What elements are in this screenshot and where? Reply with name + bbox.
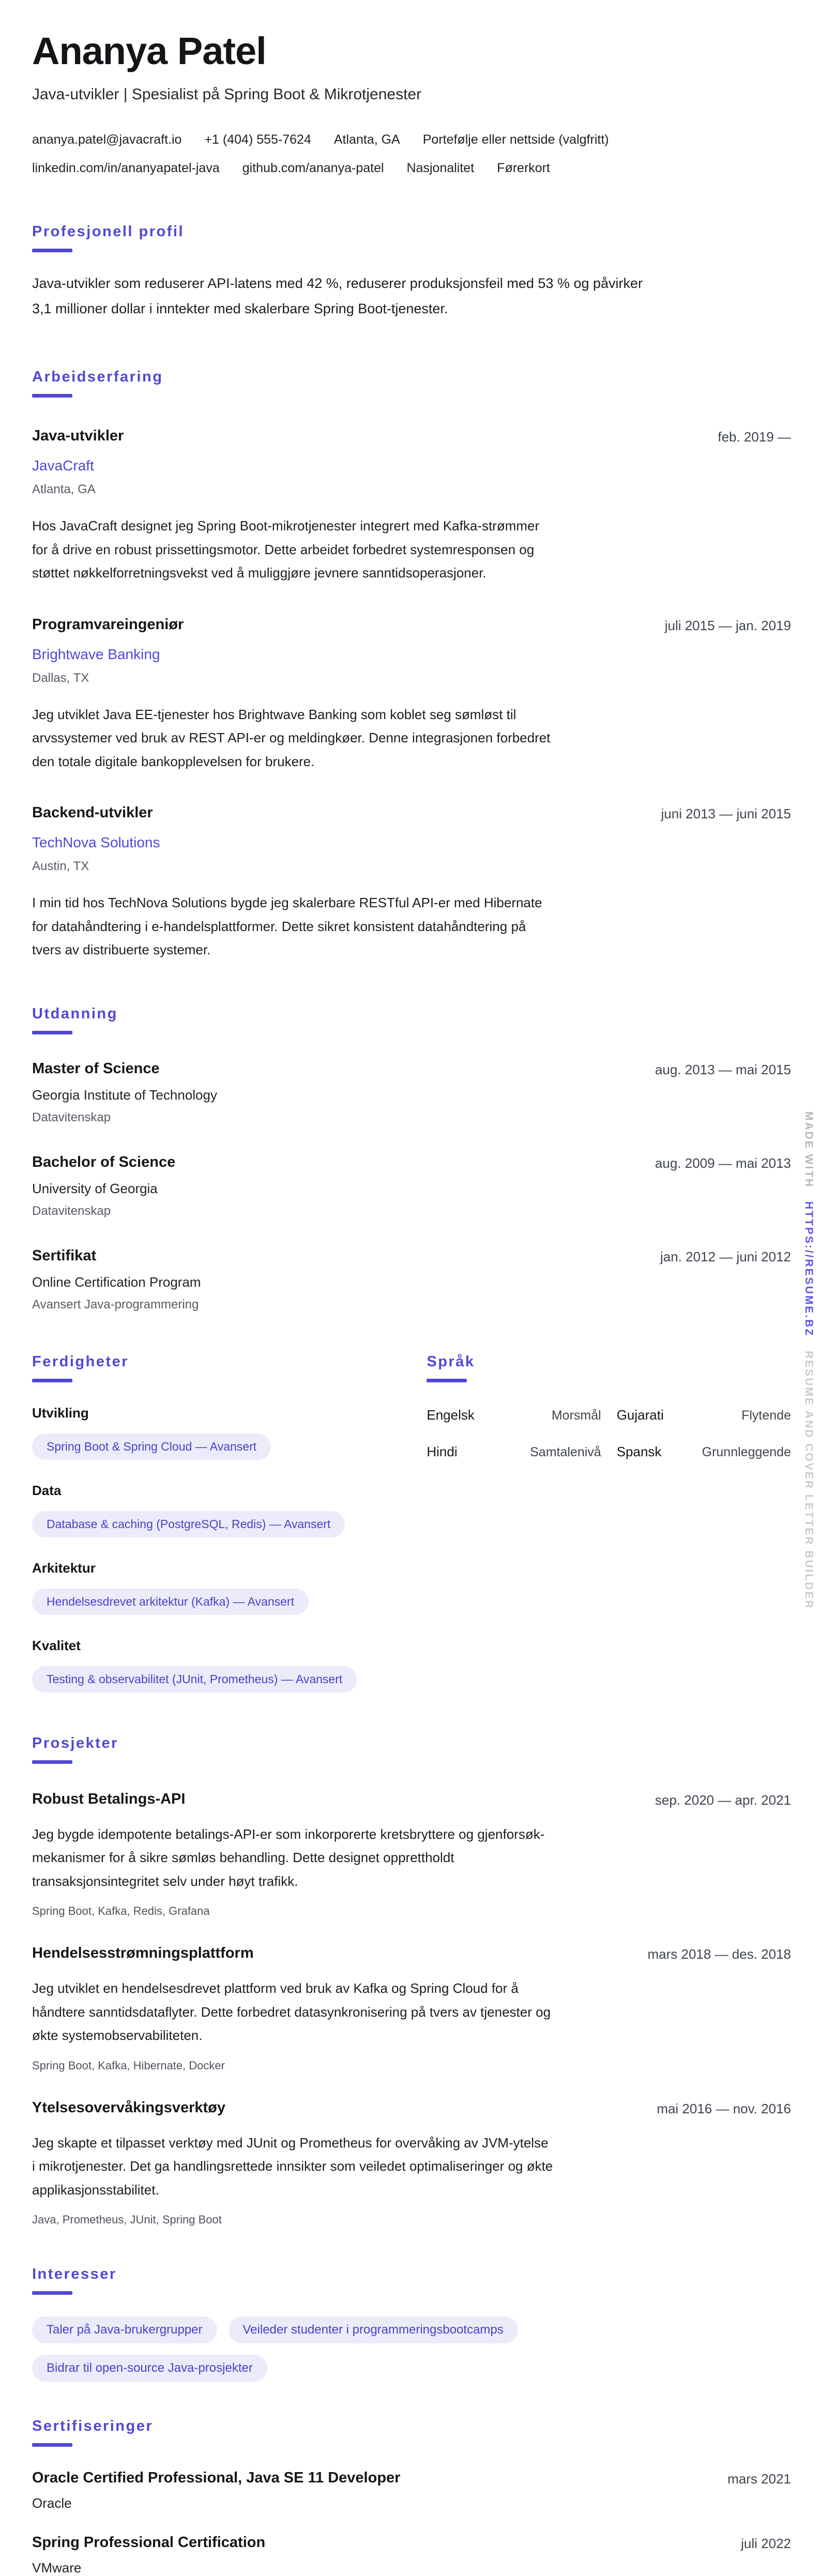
job-title: Programvareingeniør bbox=[32, 616, 184, 633]
project-title: Hendelsesstrømningsplattform bbox=[32, 1945, 254, 1962]
contact-phone: +1 (404) 555-7624 bbox=[204, 132, 311, 147]
watermark-made-with: MADE WITH bbox=[803, 1111, 815, 1188]
section-rule bbox=[32, 2443, 72, 2447]
skill-category: Arkitektur bbox=[32, 1560, 96, 1576]
education-school: University of Georgia bbox=[32, 1180, 158, 1196]
project-entry bbox=[32, 2099, 791, 2227]
section-projects bbox=[32, 1735, 791, 2227]
contact-portfolio-placeholder: Portefølje eller nettside (valgfritt) bbox=[422, 132, 609, 147]
section-rule bbox=[32, 1760, 72, 1764]
education-degree: Bachelor of Science bbox=[32, 1153, 176, 1170]
contact-github: github.com/ananya-patel bbox=[242, 161, 384, 175]
education-school: Georgia Institute of Technology bbox=[32, 1087, 217, 1103]
skill-badge: Testing & observabilitet (JUnit, Prometheus) — Avansert bbox=[32, 1666, 357, 1693]
education-entry-head bbox=[32, 1247, 791, 1265]
language-name: Gujarati bbox=[616, 1407, 664, 1423]
project-description: Jeg skapte et tilpasset verktøy med JUnit og Prometheus for overvåking av JVM-ytelse i mikrotjenester. Det ga handlingsrettede innsikter som veiledet optimaliseringer og økte applikasjonsstabilitet. bbox=[32, 2135, 553, 2198]
certification-issuer: Oracle bbox=[32, 2495, 72, 2511]
job-company-link[interactable]: TechNova Solutions bbox=[32, 834, 160, 851]
job-location: Austin, TX bbox=[32, 859, 89, 874]
project-description: Jeg utviklet en hendelsesdrevet plattform ved bruk av Kafka og Spring Cloud for å håndtere sanntidsdataflyter. Dette forbedret datasynkronisering på tvers av tjenester og økte systemobservabiliteten. bbox=[32, 1980, 551, 2044]
skill-badge: Database & caching (PostgreSQL, Redis) — Avansert bbox=[32, 1511, 345, 1537]
section-certifications bbox=[32, 2418, 791, 2576]
education-section-title: Utdanning bbox=[32, 1005, 118, 1022]
languages-section-title: Språk bbox=[427, 1353, 475, 1370]
job-title: Java-utvikler bbox=[32, 428, 124, 445]
certification-issuer: VMware bbox=[32, 2560, 82, 2576]
project-dates: mai 2016 — nov. 2016 bbox=[657, 2100, 791, 2116]
contact-row-1 bbox=[32, 132, 791, 147]
interest-pills bbox=[32, 2316, 580, 2382]
interest-badge: Veileder studenter i programmeringsbootcamps bbox=[229, 2316, 518, 2343]
language-item bbox=[617, 1444, 791, 1460]
project-stack: Spring Boot, Kafka, Redis, Grafana bbox=[32, 1904, 210, 1918]
certifications-section-title: Sertifiseringer bbox=[32, 2418, 154, 2435]
job-dates: feb. 2019 — bbox=[718, 429, 791, 445]
profile-summary: Java-utvikler som reduserer API-latens med 42 %, reduserer produksjonsfeil med 53 % og påvirker 3,1 millioner dollar i inntekter med skalerbare Spring Boot-tjenester. bbox=[32, 276, 643, 316]
certification-entry-head bbox=[32, 2534, 791, 2552]
education-entry bbox=[32, 1247, 791, 1312]
section-profile bbox=[32, 223, 791, 321]
certification-entry-head bbox=[32, 2470, 791, 2487]
projects-section-title: Prosjekter bbox=[32, 1734, 118, 1751]
contact-linkedin: linkedin.com/in/ananyapatel-java bbox=[32, 161, 220, 175]
language-name: Engelsk bbox=[427, 1407, 475, 1423]
job-entry bbox=[32, 616, 791, 774]
project-stack: Java, Prometheus, JUnit, Spring Boot bbox=[32, 2213, 222, 2227]
job-entry bbox=[32, 428, 791, 585]
education-entry bbox=[32, 1154, 791, 1218]
experience-section-title: Arbeidserfaring bbox=[32, 369, 163, 386]
language-grid bbox=[427, 1407, 791, 1460]
job-description: Jeg utviklet Java EE-tjenester hos Brightwave Banking som koblet seg sømløst til arvssystemer ved bruk av REST API-er og meldingkøer. Denne integrasjonen forbedret den totale digitale bankopplevelsen for brukere. bbox=[32, 706, 551, 769]
contact-row-2 bbox=[32, 161, 791, 176]
interest-badge: Bidrar til open-source Java-prosjekter bbox=[32, 2355, 267, 2382]
job-entry bbox=[32, 804, 791, 962]
certification-entry bbox=[32, 2470, 791, 2511]
certification-title: Oracle Certified Professional, Java SE 11 Developer bbox=[32, 2470, 401, 2487]
language-item bbox=[427, 1407, 601, 1423]
education-entry-head bbox=[32, 1154, 791, 1171]
skill-badge: Hendelsesdrevet arkitektur (Kafka) — Avansert bbox=[32, 1589, 309, 1615]
project-description: Jeg bygde idempotente betalings-API-er som inkorporerte kretsbryttere og gjenforsøk-mekanismer for å sikre sømløs behandling. Dette designet opprettholdt transaksjonsintegritet selv under høyt trafikk. bbox=[32, 1826, 545, 1889]
education-field: Avansert Java-programmering bbox=[32, 1297, 199, 1312]
section-languages bbox=[427, 1353, 791, 1693]
section-skills bbox=[32, 1353, 389, 1693]
language-level: Grunnleggende bbox=[702, 1444, 791, 1459]
language-name: Spansk bbox=[616, 1443, 662, 1459]
job-entry-head bbox=[32, 616, 791, 634]
section-experience bbox=[32, 369, 791, 962]
education-school: Online Certification Program bbox=[32, 1274, 201, 1290]
job-location: Atlanta, GA bbox=[32, 482, 96, 497]
education-entry bbox=[32, 1060, 791, 1125]
language-level: Morsmål bbox=[551, 1408, 601, 1423]
education-dates: aug. 2009 — mai 2013 bbox=[655, 1155, 791, 1171]
contact-email: ananya.patel@javacraft.io bbox=[32, 132, 182, 147]
contact-driving-license-placeholder: Førerkort bbox=[497, 161, 550, 175]
section-education bbox=[32, 1005, 791, 1312]
education-entry-head bbox=[32, 1060, 791, 1078]
project-title: Robust Betalings-API bbox=[32, 1790, 186, 1807]
project-dates: mars 2018 — des. 2018 bbox=[647, 1946, 791, 1962]
project-dates: sep. 2020 — apr. 2021 bbox=[655, 1792, 791, 1808]
section-rule bbox=[32, 249, 72, 252]
resume-header bbox=[32, 29, 791, 176]
builder-watermark bbox=[802, 1111, 815, 1609]
skill-category: Kvalitet bbox=[32, 1637, 81, 1653]
project-entry bbox=[32, 1945, 791, 2072]
job-title: Backend-utvikler bbox=[32, 804, 153, 821]
job-description: Hos JavaCraft designet jeg Spring Boot-mikrotjenester integrert med Kafka-strømmer for å drive en robust prissettingsmotor. Dette arbeidet forbedret systemresponsen og støttet nøkkelforretningsvekst ved å muliggjøre jevnere sanntidsoperasjoner. bbox=[32, 518, 540, 581]
language-level: Samtalenivå bbox=[530, 1444, 601, 1459]
skill-badge: Spring Boot & Spring Cloud — Avansert bbox=[32, 1434, 271, 1460]
job-dates: juli 2015 — jan. 2019 bbox=[664, 617, 791, 633]
interest-badge: Taler på Java-brukergrupper bbox=[32, 2316, 217, 2343]
skills-languages-row bbox=[32, 1353, 791, 1693]
job-company-link[interactable]: Brightwave Banking bbox=[32, 646, 160, 662]
candidate-name: Ananya Patel bbox=[32, 29, 266, 72]
interests-section-title: Interesser bbox=[32, 2266, 117, 2283]
education-dates: aug. 2013 — mai 2015 bbox=[655, 1061, 791, 1077]
project-entry bbox=[32, 1791, 791, 1918]
education-field: Datavitenskap bbox=[32, 1203, 111, 1218]
project-entry-head bbox=[32, 1945, 791, 1962]
certification-entry bbox=[32, 2534, 791, 2576]
section-rule bbox=[32, 1031, 72, 1034]
job-entry-head bbox=[32, 428, 791, 445]
section-rule bbox=[32, 394, 72, 398]
education-degree: Sertifikat bbox=[32, 1247, 97, 1264]
candidate-headline: Java-utvikler | Spesialist på Spring Boot & Mikrotjenester bbox=[32, 86, 422, 103]
watermark-url-link[interactable]: HTTPS://RESUME.BZ bbox=[803, 1201, 815, 1337]
certification-date: juli 2022 bbox=[741, 2536, 791, 2552]
project-entry-head bbox=[32, 2099, 791, 2117]
language-item bbox=[617, 1407, 791, 1423]
section-rule bbox=[32, 2291, 72, 2295]
education-field: Datavitenskap bbox=[32, 1110, 111, 1124]
watermark-tagline: RESUME AND COVER LETTER BUILDER bbox=[803, 1350, 815, 1610]
project-stack: Spring Boot, Kafka, Hibernate, Docker bbox=[32, 2059, 225, 2072]
job-company-link[interactable]: JavaCraft bbox=[32, 458, 94, 474]
education-dates: jan. 2012 — juni 2012 bbox=[660, 1248, 791, 1264]
certification-date: mars 2021 bbox=[727, 2471, 791, 2487]
job-entry-head bbox=[32, 804, 791, 822]
section-rule bbox=[427, 1379, 467, 1382]
language-name: Hindi bbox=[427, 1443, 458, 1459]
project-entry-head bbox=[32, 1791, 791, 1808]
project-title: Ytelsesovervåkingsverktøy bbox=[32, 2099, 225, 2116]
certification-title: Spring Professional Certification bbox=[32, 2534, 266, 2551]
contact-location: Atlanta, GA bbox=[333, 132, 400, 147]
job-description: I min tid hos TechNova Solutions bygde jeg skalerbare RESTful API-er med Hibernate for datahåndtering i e-handelsplattformer. Dette sikret konsistent datahåndtering på tvers av distribuerte systemer. bbox=[32, 895, 542, 958]
section-rule bbox=[32, 1379, 72, 1382]
language-level: Flytende bbox=[741, 1408, 791, 1423]
education-degree: Master of Science bbox=[32, 1060, 160, 1077]
job-location: Dallas, TX bbox=[32, 670, 89, 685]
contact-nationality-placeholder: Nasjonalitet bbox=[406, 161, 475, 175]
skill-category: Data bbox=[32, 1482, 62, 1498]
section-interests bbox=[32, 2266, 791, 2382]
skills-section-title: Ferdigheter bbox=[32, 1353, 129, 1370]
job-dates: juni 2013 — juni 2015 bbox=[661, 806, 791, 822]
skill-category: Utvikling bbox=[32, 1405, 89, 1421]
language-item bbox=[427, 1444, 601, 1460]
profile-section-title: Profesjonell profil bbox=[32, 223, 185, 240]
